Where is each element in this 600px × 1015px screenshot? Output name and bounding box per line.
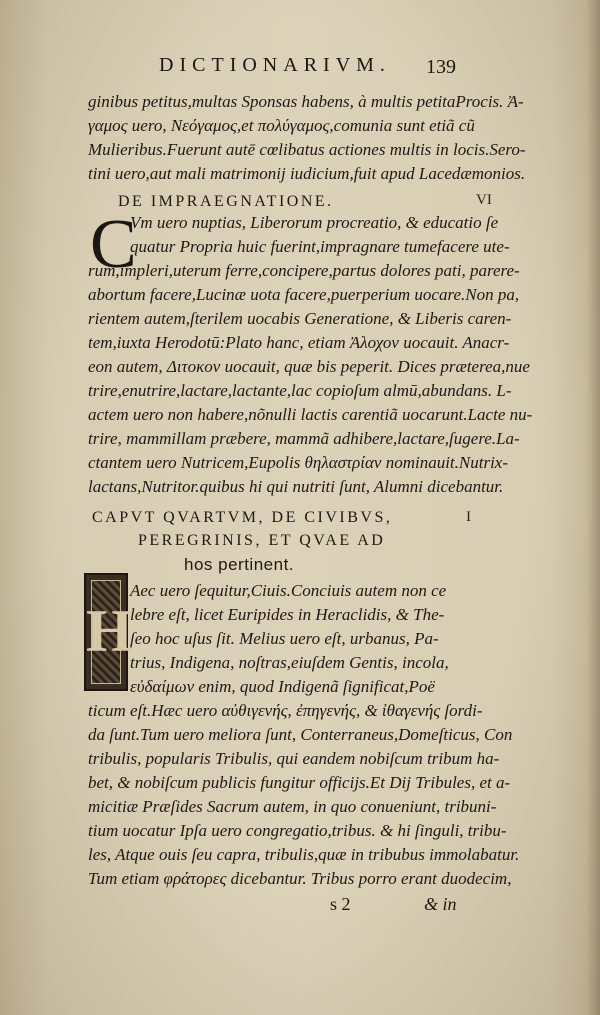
text-line: tini uero,aut mali matrimonij iudicium,fuit apud Lacedæmonios. bbox=[88, 164, 526, 183]
text-line: trire, mammillam præbere, mammã adhibere,lactare,ſugere.La- bbox=[88, 429, 520, 448]
text-line: actem uero non habere,nõnulli lactis carentiã uocarunt.Lacte nu- bbox=[88, 405, 533, 424]
drop-cap-c: C bbox=[90, 206, 137, 283]
page-edge-shadow bbox=[586, 0, 600, 1015]
initial-letter: H bbox=[86, 598, 133, 664]
text-line: tribulis, popularis Tribulis, qui eandem nobiſcum tribum ha- bbox=[88, 749, 500, 768]
text-line: trire,enutrire,lactare,lactante,lac copioſum almū,abundans. L- bbox=[88, 381, 512, 400]
section-heading: DE IMPRAEGNATIONE. bbox=[118, 193, 334, 210]
text-line: bet, & nobiſcum publicis fungitur officijs.Et Dij Tribules, et a- bbox=[88, 773, 511, 792]
text-line: tium uocatur Ipſa uero congregatio,tribus. & hi ſinguli, tribu- bbox=[88, 821, 507, 840]
text-line: Aec uero ſequitur,Ciuis.Conciuis autem non ce bbox=[130, 581, 447, 600]
catchword: & in bbox=[424, 894, 457, 914]
margin-note: I bbox=[466, 509, 471, 525]
text-line: lactans,Nutritor.quibus hi qui nutriti ſunt, Alumni dicebantur. bbox=[88, 477, 504, 496]
text-line: eon autem, Διτοκον uocauit, quæ bis peperit. Dices præterea,nue bbox=[88, 357, 530, 376]
text-line: rientem autem,ſterilem uocabis Generatione, & Liberis caren- bbox=[88, 309, 512, 328]
chapter-heading-line-1: CAPVT QVARTVM, DE CIVIBVS, bbox=[92, 509, 393, 526]
text-line: Mulieribus.Fuerunt autē cœlibatus actiones multis in locis.Sero- bbox=[88, 140, 526, 159]
text-line: Tum etiam φράτορες dicebantur. Tribus porro erant duodecim, bbox=[88, 869, 512, 888]
text-line: ginibus petitus,multas Sponsas habens, à multis petitaProcis. Ἀ- bbox=[88, 92, 524, 111]
text-line: εὐδαίμων enim, quod Indigenã ſignificat,Poë bbox=[130, 677, 435, 696]
text-line: ticum eſt.Hæc uero αὐθιγενής, ἐπηγενής, & ἰθαγενής ſordi- bbox=[88, 701, 483, 720]
decorated-initial bbox=[84, 573, 133, 691]
text-line: trius, Indigena, noſtras,eiuſdem Gentis, incola, bbox=[130, 653, 449, 672]
text-line: abortum facere,Lucinæ uota facere,puerperium uocare.Non pa, bbox=[88, 285, 520, 304]
running-header: DICTIONARIVM. bbox=[159, 54, 391, 76]
signature-mark: s 2 bbox=[330, 894, 351, 914]
margin-note: VI bbox=[476, 192, 492, 208]
page-number: 139 bbox=[426, 56, 456, 78]
text-line: da ſunt.Tum uero meliora ſunt, Conterraneus,Domeſticus, Con bbox=[88, 725, 513, 744]
text-line: tem,iuxta Herodotū:Plato hanc, etiam Ἀλοχον uocauit. Anacr- bbox=[88, 333, 510, 352]
text-line: micitiæ Præſides Sacrum autem, in quo conueniunt, tribuni- bbox=[88, 797, 497, 816]
text-line: rum,impleri,uterum ferre,concipere,partus dolores pati, parere- bbox=[88, 261, 520, 280]
text-line: les, Atque ouis ſeu capra, tribulis,quæ in tribubus immolabatur. bbox=[88, 845, 520, 864]
text-line: ſeo hoc uſus ſit. Melius uero eſt, urbanus, Pa- bbox=[130, 629, 439, 648]
text-line: γαμος uero, Νεόγαμος,et πολύγαμος,comunia sunt etiã cũ bbox=[88, 116, 475, 135]
text-line: quatur Propria huic fuerint,impragnare tumefacere ute- bbox=[130, 237, 510, 256]
chapter-heading-line-2: PEREGRINIS, ET QVAE AD bbox=[138, 532, 386, 549]
chapter-heading-line-3: hos pertinent. bbox=[184, 555, 295, 574]
text-line: Vm uero nuptias, Liberorum procreatio, & educatio ſe bbox=[130, 213, 499, 232]
text-line: lebre eſt, licet Euripides in Heraclidis, & The- bbox=[130, 605, 445, 624]
text-line: ctantem uero Nutricem,Eupolis θηλαστρίαν nominauit.Nutrix- bbox=[88, 453, 509, 472]
